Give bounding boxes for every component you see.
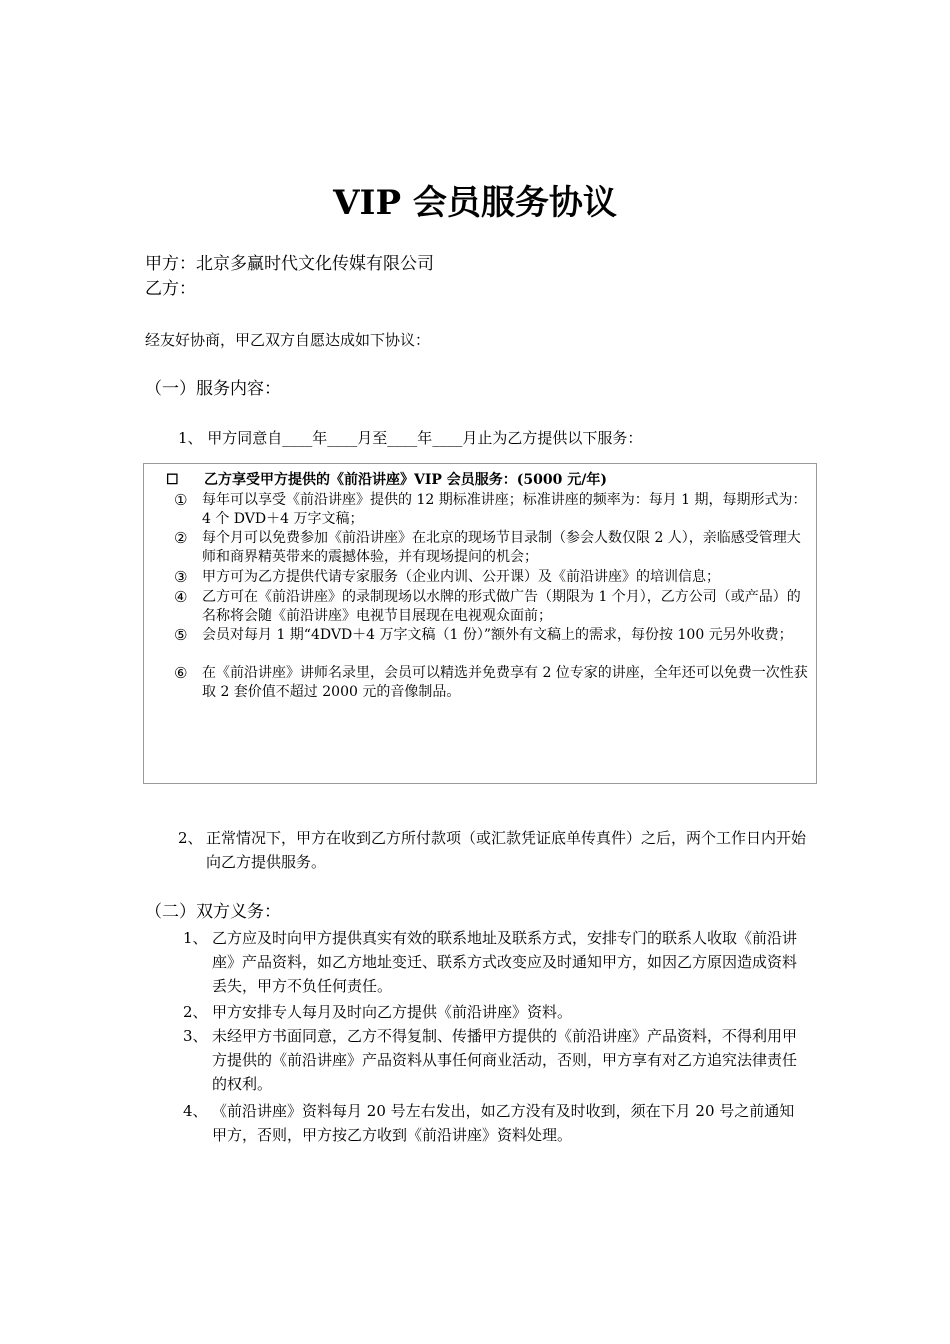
vip-box-heading-text: 乙方享受甲方提供的《前沿讲座》VIP 会员服务：(5000 元/年) <box>204 472 608 488</box>
list-item-text: 未经甲方书面同意，乙方不得复制、传播甲方提供的《前沿讲座》产品资料，不得利用甲方提供的《前沿讲座》产品资料从事任何商业活动，否则，甲方享有对乙方追究法律责任的权利。 <box>212 1027 798 1093</box>
list-item-text: 会员对每月 1 期“4DVD＋4 万字文稿（1 份）”额外有文稿上的需求，每份按 100 元另外收费； <box>202 627 793 643</box>
vip-box-heading <box>166 470 607 490</box>
list-item <box>174 568 814 587</box>
list-item-text: 甲方可为乙方提供代请专家服务（企业内训、公开课）及《前沿讲座》的培训信息； <box>202 569 720 585</box>
document-title: VIP 会员服务协议 <box>333 183 617 223</box>
list-item-text: 乙方可在《前沿讲座》的录制现场以水牌的形式做广告（期限为 1 个月），乙方公司（或产品）的名称将会随《前沿讲座》电视节目展现在电视观众面前； <box>202 589 801 624</box>
circled-number: ① <box>174 491 188 509</box>
service-start-item <box>178 826 808 874</box>
list-item <box>174 491 814 529</box>
list-item-text: 正常情况下，甲方在收到乙方所付款项（或汇款凭证底单传真件）之后，两个工作日内开始向乙方提供服务。 <box>206 829 807 871</box>
obligation-item <box>183 1024 808 1096</box>
obligation-item <box>183 926 808 998</box>
obligation-item <box>183 1000 808 1024</box>
list-number: 2、 <box>183 1003 208 1021</box>
list-item-text: 每个月可以免费参加《前沿讲座》在北京的现场节目录制（参会人数仅限 2 人），亲临感受管理大师和商界精英带来的震撼体验，并有现场提问的机会； <box>202 530 801 565</box>
circled-number: ④ <box>174 588 188 606</box>
list-item-text: 甲方安排专人每月及时向乙方提供《前沿讲座》资料。 <box>212 1003 573 1021</box>
list-number: 4、 <box>183 1102 208 1120</box>
list-item <box>174 626 814 645</box>
section-heading-obligations: （二）双方义务： <box>145 902 281 922</box>
list-item-text: 《前沿讲座》资料每月 20 号左右发出，如乙方没有及时收到，须在下月 20 号之前通知甲方，否则，甲方按乙方收到《前沿讲座》资料处理。 <box>212 1102 795 1144</box>
obligation-item <box>183 1099 808 1147</box>
list-number: 3、 <box>183 1027 208 1045</box>
service-term-line: 1、 甲方同意自____年____月至____年____月止为乙方提供以下服务： <box>178 429 643 447</box>
circled-number: ② <box>174 529 188 547</box>
section-heading-services: （一）服务内容： <box>145 379 281 399</box>
list-item <box>174 664 814 702</box>
vip-service-box <box>143 463 817 784</box>
list-item <box>174 529 814 567</box>
checkbox-icon[interactable]: ☐ <box>166 472 179 488</box>
list-item-text: 在《前沿讲座》讲师名录里，会员可以精选并免费享有 2 位专家的讲座，全年还可以免费一次性获取 2 套价值不超过 2000 元的音像制品。 <box>202 665 808 700</box>
party-a-line: 甲方：北京多赢时代文化传媒有限公司 <box>145 254 434 274</box>
circled-number: ③ <box>174 568 188 586</box>
list-number: 2、 <box>178 829 203 847</box>
list-number: 1、 <box>183 929 208 947</box>
list-item-text: 乙方应及时向甲方提供真实有效的联系地址及联系方式，安排专门的联系人收取《前沿讲座》产品资料，如乙方地址变迁、联系方式改变应及时通知甲方，如因乙方原因造成资料丢失，甲方不负任何责任。 <box>212 929 798 995</box>
intro-paragraph: 经友好协商，甲乙双方自愿达成如下协议： <box>145 331 431 349</box>
circled-number: ⑥ <box>174 664 188 682</box>
party-b-line: 乙方： <box>145 279 196 299</box>
circled-number: ⑤ <box>174 626 188 644</box>
list-item-text: 每年可以享受《前沿讲座》提供的 12 期标准讲座；标准讲座的频率为：每月 1 期，每期形式为：4 个 DVD＋4 万字文稿； <box>202 492 807 527</box>
list-item <box>174 588 814 626</box>
